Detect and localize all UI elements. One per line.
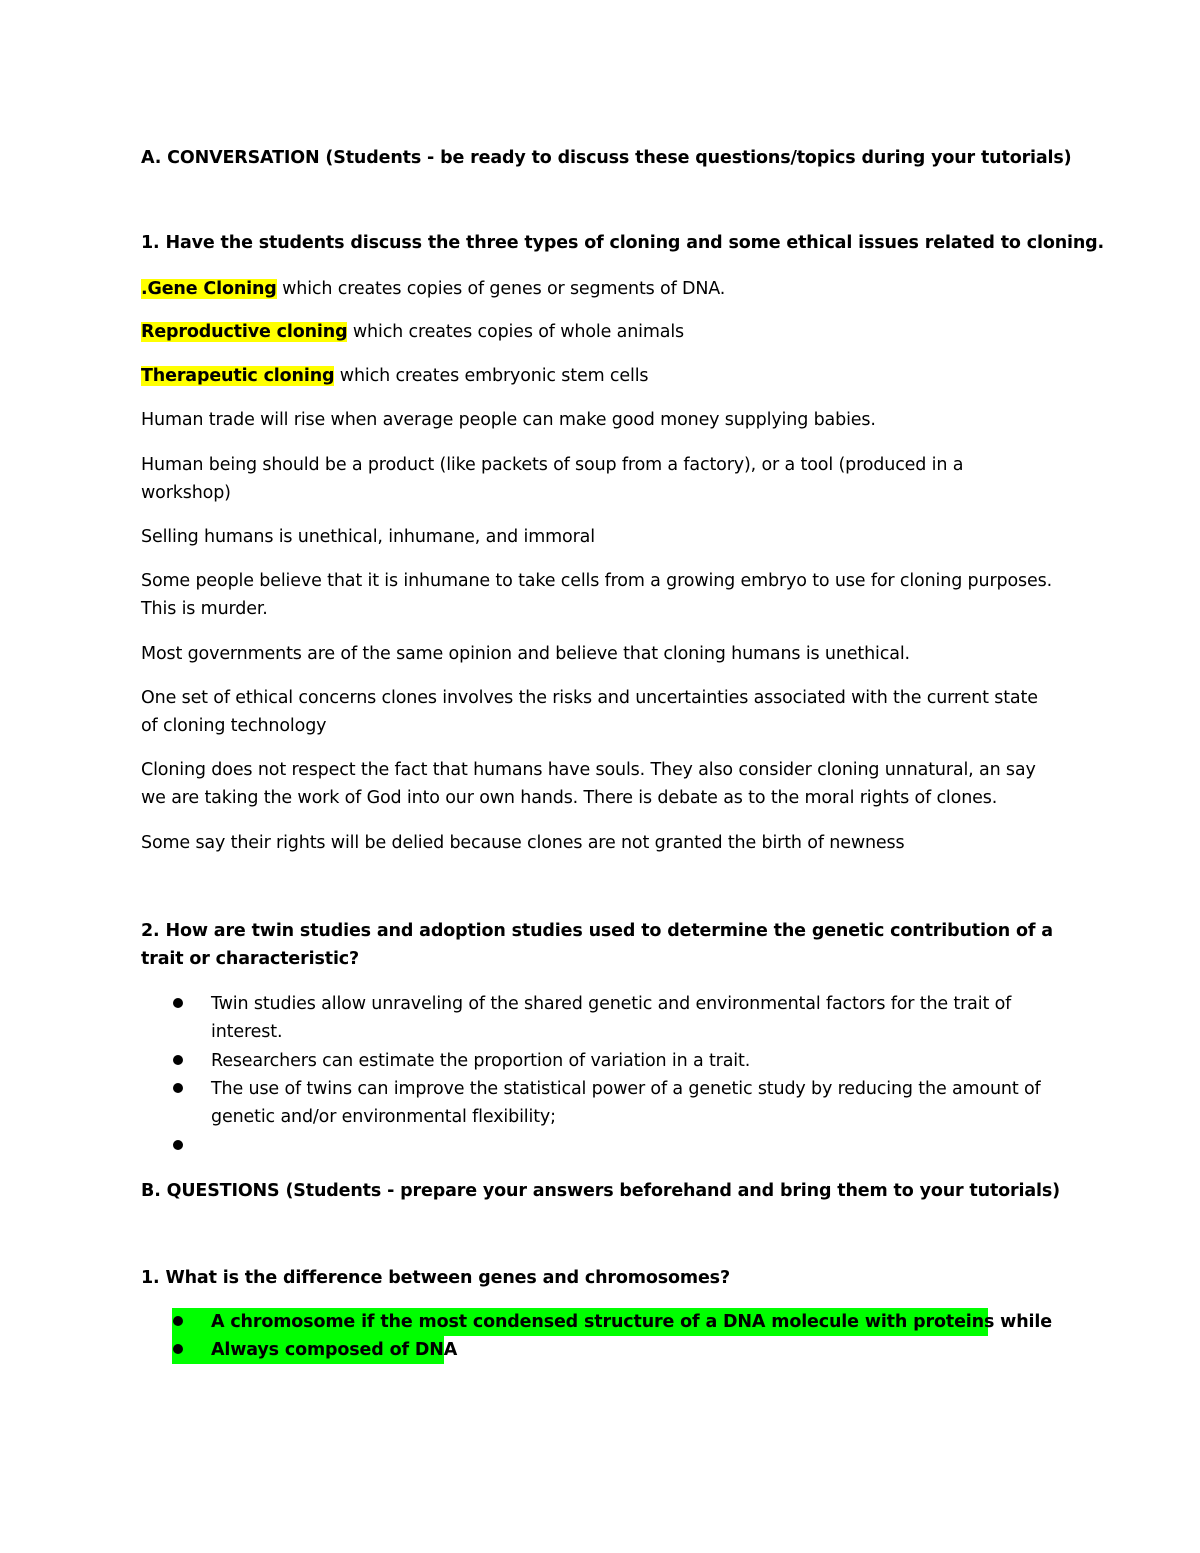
ethics-line-7: Cloning does not respect the fact that humans have souls. They also consider cloning unnatural, an say we are taking the work of God into our own hands. There is debate as to the moral rights of clones.	[141, 760, 1036, 808]
cloning-type-reproductive	[141, 318, 1061, 346]
bullet-dot	[173, 1140, 183, 1150]
ethics-line-4: Some people believe that it is inhumane to take cells from a growing embryo to use for cloning purposes. This is murder.	[141, 571, 1052, 619]
ethics-line-3: Selling humans is unethical, inhumane, and immoral	[141, 527, 595, 547]
bullet-item: Researchers can estimate the proportion of variation in a trait.	[211, 1051, 751, 1071]
bullet-dot	[173, 998, 183, 1008]
bullet-item: A chromosome if the most condensed structure of a DNA molecule with proteins while	[211, 1312, 1052, 1332]
cloning-type-therapeutic	[141, 362, 1061, 390]
ethics-line-1: Human trade will rise when average people can make good money supplying babies.	[141, 410, 876, 430]
bullet-item: The use of twins can improve the statistical power of a genetic study by reducing the amount of genetic and/or environmental flexibility;	[211, 1079, 1041, 1127]
question-a1: 1. Have the students discuss the three types of cloning and some ethical issues related to cloning.	[141, 233, 1105, 253]
ethics-line-8: Some say their rights will be delied because clones are not granted the birth of newness	[141, 833, 905, 853]
cloning-type-desc: which creates copies of genes or segments of DNA.	[276, 279, 726, 299]
question-b1: 1. What is the difference between genes and chromosomes?	[141, 1268, 730, 1288]
section-b-heading: B. QUESTIONS (Students - prepare your answers beforehand and bring them to your tutorials)	[141, 1181, 1060, 1201]
cloning-type-term: .Gene Cloning	[141, 279, 277, 299]
ethics-line-2: Human being should be a product (like packets of soup from a factory), or a tool (produced in a workshop)	[141, 455, 964, 503]
bullet-item: Always composed of DNA	[211, 1340, 458, 1360]
cloning-type-term: Therapeutic cloning	[141, 366, 335, 386]
bullet-dot	[173, 1344, 183, 1354]
cloning-type-desc: which creates embryonic stem cells	[334, 366, 649, 386]
bullet-dot	[173, 1316, 183, 1326]
question-a2: 2. How are twin studies and adoption studies used to determine the genetic contribution of a trait or characteristic?	[141, 921, 1053, 969]
cloning-type-desc: which creates copies of whole animals	[347, 322, 685, 342]
ethics-line-6: One set of ethical concerns clones involves the risks and uncertainties associated with the current state of cloning technology	[141, 688, 1038, 736]
cloning-type-gene	[141, 275, 1061, 303]
bullet-item: Twin studies allow unraveling of the shared genetic and environmental factors for the trait of interest.	[211, 994, 1012, 1042]
section-a-heading: A. CONVERSATION (Students - be ready to discuss these questions/topics during your tutorials)	[141, 148, 1072, 168]
ethics-line-5: Most governments are of the same opinion and believe that cloning humans is unethical.	[141, 644, 910, 664]
bullet-dot	[173, 1083, 183, 1093]
cloning-type-term: Reproductive cloning	[141, 322, 348, 342]
bullet-dot	[173, 1055, 183, 1065]
